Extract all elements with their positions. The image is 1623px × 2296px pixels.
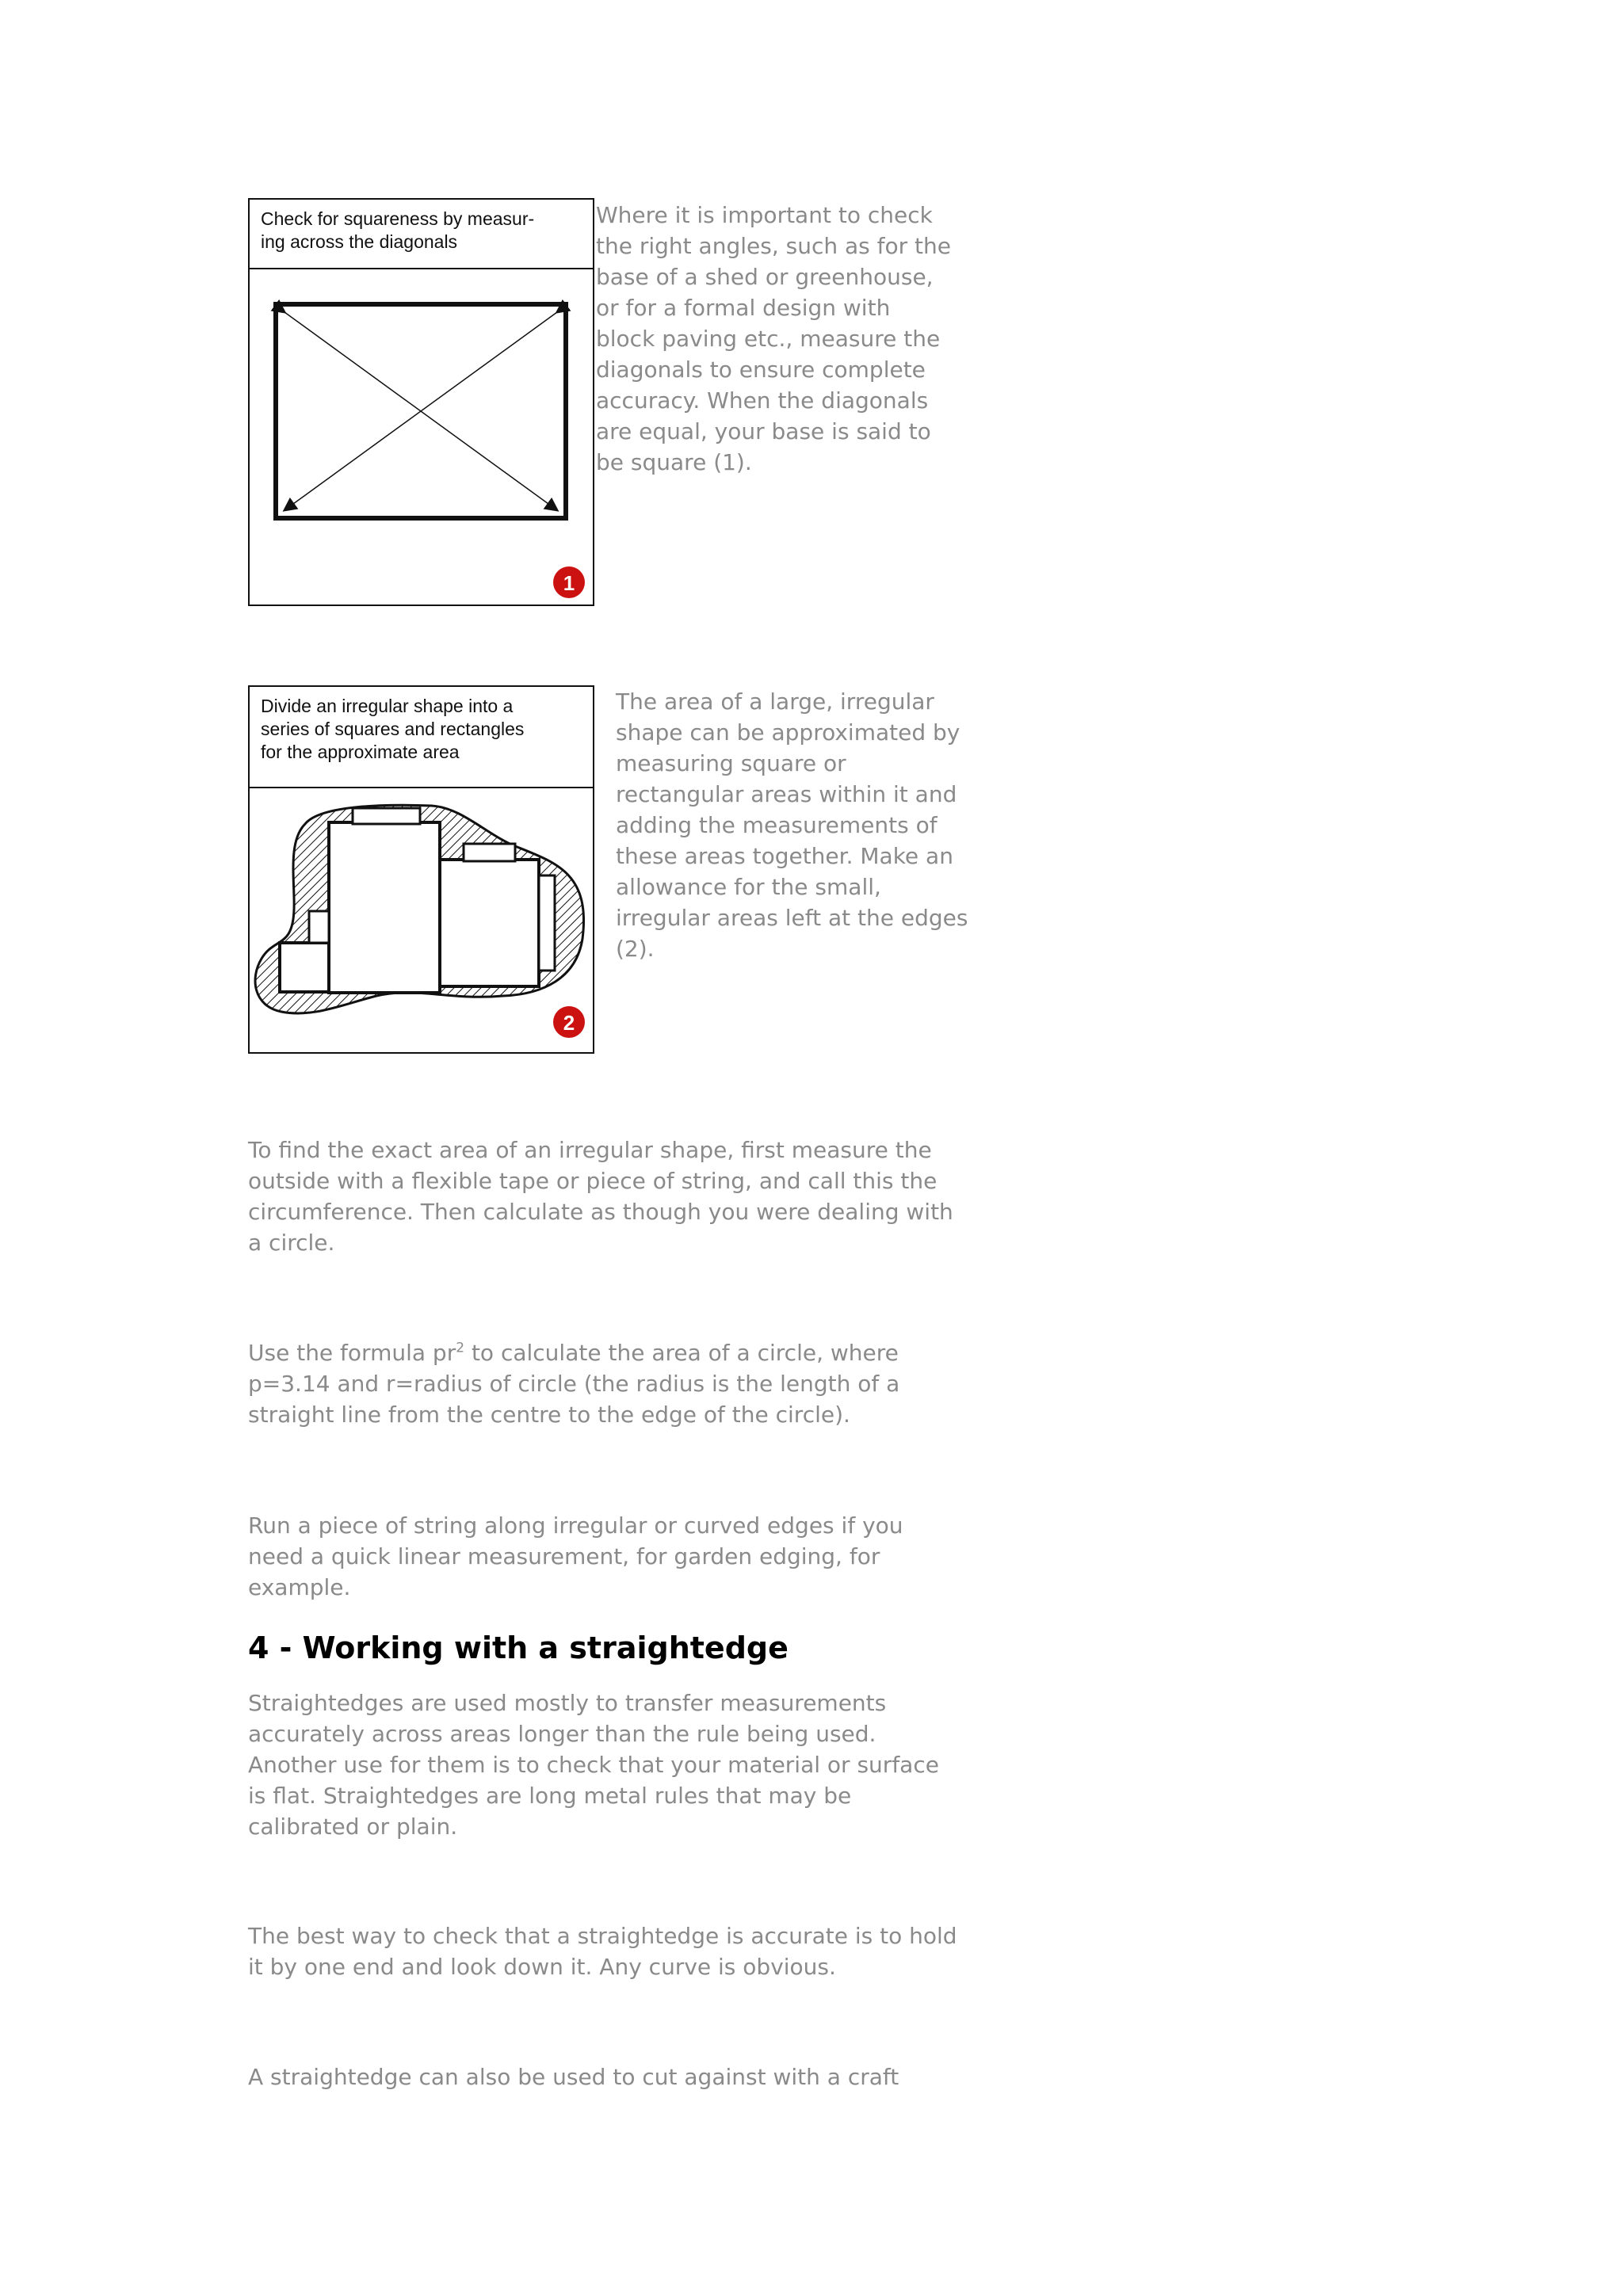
squareness-diagram — [250, 269, 593, 605]
paragraph-straightedge-cut: A straightedge can also be used to cut against with a craft — [248, 2064, 899, 2090]
figure-caption: Divide an irregular shape into a series of squares and rectangles for the approximate area — [250, 687, 593, 788]
figure-badge-1: 1 — [563, 571, 575, 595]
paragraph-squareness: Where it is important to check the right angles, such as for the base of a shed or greenhouse, or for a formal design with block paving etc., measure the diagonals to ensure complete accuracy. When the diagonals are equal, your base is said to be square (1). — [596, 202, 951, 475]
figure-irregular-area — [248, 685, 594, 1054]
irregular-area-diagram — [250, 788, 593, 1052]
paragraph-straightedge-check: The best way to check that a straightedge is accurate is to hold it by one end and look down it. Any curve is obvious. — [248, 1923, 957, 1980]
paragraph-exact-area: To find the exact area of an irregular shape, first measure the outside with a flexible tape or piece of string, and call this the circumference. Then calculate as though you were dealing with a circle. — [248, 1137, 953, 1256]
formula-exponent: 2 — [456, 1340, 465, 1356]
paragraph-circle-formula — [248, 1337, 961, 1430]
formula-explanation: to calculate the area of a circle, where p=3.14 and r=radius of circle (the radius is the length of a straight line from the centre to the edge of the circle). — [248, 1340, 900, 1428]
formula-text: Use the formula pr — [248, 1340, 456, 1366]
paragraph-straightedge-use: Straightedges are used mostly to transfer measurements accurately across areas longer than the rule being used. Another use for them is to check that your material or surface is flat. Straightedges are long metal rules that may be calibrated or plain. — [248, 1690, 939, 1840]
figure-badge-2: 2 — [563, 1011, 575, 1035]
figure-squareness — [248, 198, 594, 606]
figure-caption: Check for squareness by measur- ing across the diagonals — [250, 200, 593, 269]
section-heading: 4 - Working with a straightedge — [248, 1630, 789, 1665]
paragraph-irregular-area: The area of a large, irregular shape can be approximated by measuring square or rectangular areas within it and adding the measurements of these areas together. Make an allowance for the small, irregular areas left at the edges (2). — [616, 688, 968, 962]
paragraph-string-measure: Run a piece of string along irregular or curved edges if you need a quick linear measurement, for garden edging, for example. — [248, 1512, 903, 1600]
